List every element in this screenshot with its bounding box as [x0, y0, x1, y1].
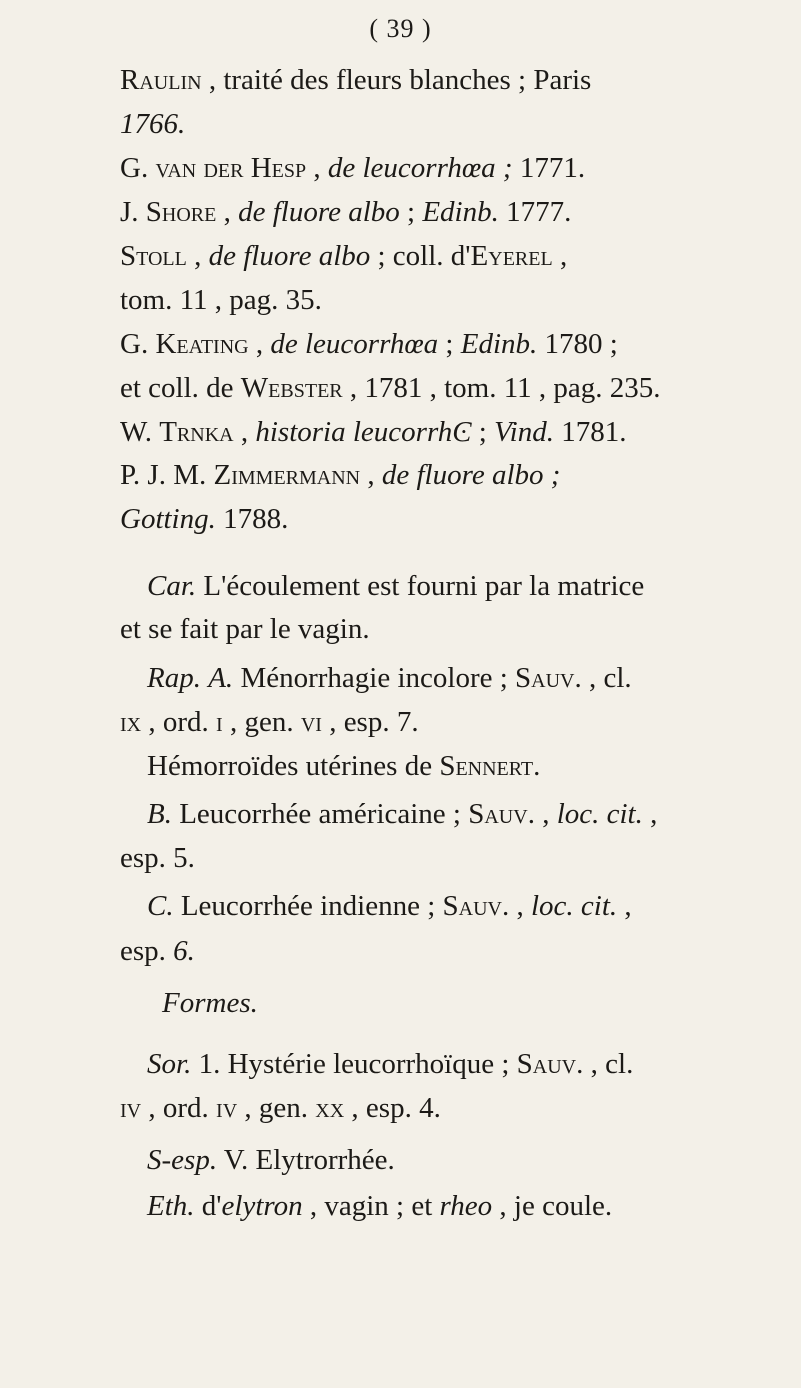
section-heading: [162, 985, 787, 1021]
text-segment: , gen.: [222, 706, 301, 738]
text-segment: iv: [120, 1092, 142, 1124]
text-segment: L'écoulement est fourni par la matrice: [196, 570, 645, 602]
text-segment: 1788.: [215, 503, 289, 535]
text-segment: , esp. 7.: [321, 706, 419, 738]
text-segment: et coll. de: [120, 372, 241, 404]
text-segment: ;: [438, 328, 461, 360]
text-segment: de leucorrhœa ;: [327, 152, 513, 184]
text-segment: ;: [399, 196, 423, 228]
text-segment: , ord.: [141, 706, 217, 738]
text-segment: Webster: [240, 372, 343, 404]
text-segment: , 1781 , tom. 11 , pag. 235.: [342, 372, 661, 404]
text-segment: Leucorrhée américaine ;: [171, 798, 469, 830]
text-line: [147, 1142, 772, 1178]
text-segment: J.: [120, 196, 146, 228]
text-segment: V. Elytrorrhée.: [217, 1144, 395, 1176]
text-segment: C.: [147, 890, 174, 922]
text-segment: Sauv.: [468, 798, 535, 830]
text-segment: W.: [120, 416, 160, 448]
text-segment: Raulin: [120, 64, 202, 96]
text-segment: 1766.: [120, 108, 186, 140]
page-number: ( 39 ): [369, 14, 432, 43]
text-segment: i: [216, 706, 223, 738]
text-segment: de fluore albo: [208, 240, 371, 272]
text-segment: esp. 5.: [120, 842, 195, 874]
text-segment: loc. cit.: [556, 798, 643, 830]
text-line: [147, 660, 772, 696]
text-segment: .: [533, 750, 541, 782]
text-segment: Edinb.: [460, 328, 538, 360]
text-segment: , cl.: [583, 1048, 634, 1080]
text-line: [147, 888, 772, 924]
text-segment: 1777.: [498, 196, 572, 228]
text-segment: , traité des fleurs blanches ; Paris: [201, 64, 592, 96]
text-segment: de fluore albo: [238, 196, 400, 228]
text-segment: Sauv.: [516, 1048, 584, 1080]
text-segment: ,: [534, 798, 557, 830]
text-segment: 1781.: [553, 416, 627, 448]
text-line: [120, 1090, 745, 1126]
text-segment: Edinb.: [422, 196, 499, 228]
text-segment: , esp. 4.: [344, 1092, 441, 1124]
text-segment: Sennert: [439, 750, 534, 782]
text-segment: ;: [471, 416, 495, 448]
text-line: [120, 282, 745, 318]
text-line: [120, 106, 745, 142]
text-segment: iv: [216, 1092, 238, 1124]
text-segment: ,: [617, 890, 632, 922]
text-segment: S-esp.: [147, 1144, 218, 1176]
text-segment: ; coll. d': [370, 240, 471, 272]
text-segment: Sauv.: [442, 890, 510, 922]
text-segment: , je coule.: [492, 1190, 613, 1222]
text-segment: G.: [120, 152, 156, 184]
text-segment: ,: [186, 240, 209, 272]
text-segment: Formes.: [162, 987, 258, 1019]
text-segment: ,: [360, 459, 382, 491]
text-segment: G.: [120, 328, 156, 360]
text-segment: tom. 11 , pag. 35.: [120, 284, 322, 316]
text-segment: ix: [120, 706, 142, 738]
text-segment: ,: [233, 416, 256, 448]
text-segment: et se fait par le vagin.: [120, 613, 370, 645]
text-line: [120, 501, 745, 537]
text-segment: loc. cit.: [531, 890, 618, 922]
text-line: [120, 611, 745, 647]
text-line: [120, 840, 745, 876]
text-segment: vi: [300, 706, 322, 738]
text-segment: Vind.: [494, 416, 554, 448]
text-segment: Stoll: [120, 240, 187, 272]
text-segment: , vagin ; et: [302, 1190, 440, 1222]
text-line: [120, 457, 745, 493]
text-segment: Shore: [145, 196, 217, 228]
text-segment: Car.: [147, 570, 197, 602]
text-line: [120, 238, 745, 274]
text-segment: d': [194, 1190, 222, 1222]
text-segment: B.: [147, 798, 172, 830]
text-line: [120, 933, 745, 969]
text-line: [147, 748, 772, 784]
text-segment: 1771.: [512, 152, 586, 184]
text-line: [120, 414, 745, 450]
text-segment: Sauv.: [515, 662, 582, 694]
text-line: [120, 194, 745, 230]
text-segment: Sor.: [147, 1048, 192, 1080]
text-segment: , ord.: [141, 1092, 217, 1124]
text-segment: A.: [208, 662, 234, 694]
text-line: [147, 1188, 772, 1224]
text-line: [147, 1046, 772, 1082]
text-segment: Trnka: [159, 416, 234, 448]
text-line: [120, 62, 745, 98]
text-segment: de leucorrhœa: [270, 328, 439, 360]
text-segment: xx: [315, 1092, 345, 1124]
text-line: [120, 326, 745, 362]
text-segment: ,: [248, 328, 271, 360]
text-segment: ,: [306, 152, 328, 184]
text-segment: de fluore albo ;: [381, 459, 561, 491]
text-segment: esp.: [120, 935, 174, 967]
text-segment: P. J. M.: [120, 459, 214, 491]
text-segment: van der Hesp: [155, 152, 307, 184]
text-segment: Zimmermann: [213, 459, 361, 491]
text-segment: Leucorrhée indienne ;: [173, 890, 443, 922]
text-line: [120, 150, 745, 186]
text-segment: Eyerel: [470, 240, 553, 272]
text-segment: Rap.: [147, 662, 201, 694]
text-segment: rheo: [439, 1190, 493, 1222]
text-line: [120, 704, 745, 740]
text-line: [120, 370, 745, 406]
text-line: [147, 796, 772, 832]
text-segment: ,: [216, 196, 239, 228]
text-segment: Ménorrhagie incolore ;: [233, 662, 516, 694]
text-segment: Keating: [155, 328, 249, 360]
text-segment: Gotting.: [120, 503, 216, 535]
text-segment: ,: [509, 890, 531, 922]
text-segment: elytron: [221, 1190, 303, 1222]
text-segment: ,: [552, 240, 568, 272]
text-segment: Hémorroïdes utérines de: [147, 750, 440, 782]
text-segment: ,: [642, 798, 658, 830]
text-segment: 1. Hystérie leucorrhoïque ;: [191, 1048, 517, 1080]
text-segment: 6.: [173, 935, 195, 967]
text-segment: , gen.: [237, 1092, 316, 1124]
text-segment: , cl.: [581, 662, 632, 694]
text-segment: Eth.: [147, 1190, 195, 1222]
text-segment: 1780 ;: [537, 328, 618, 360]
text-segment: historia leucorrhϾ: [255, 416, 472, 448]
text-line: [147, 568, 772, 604]
